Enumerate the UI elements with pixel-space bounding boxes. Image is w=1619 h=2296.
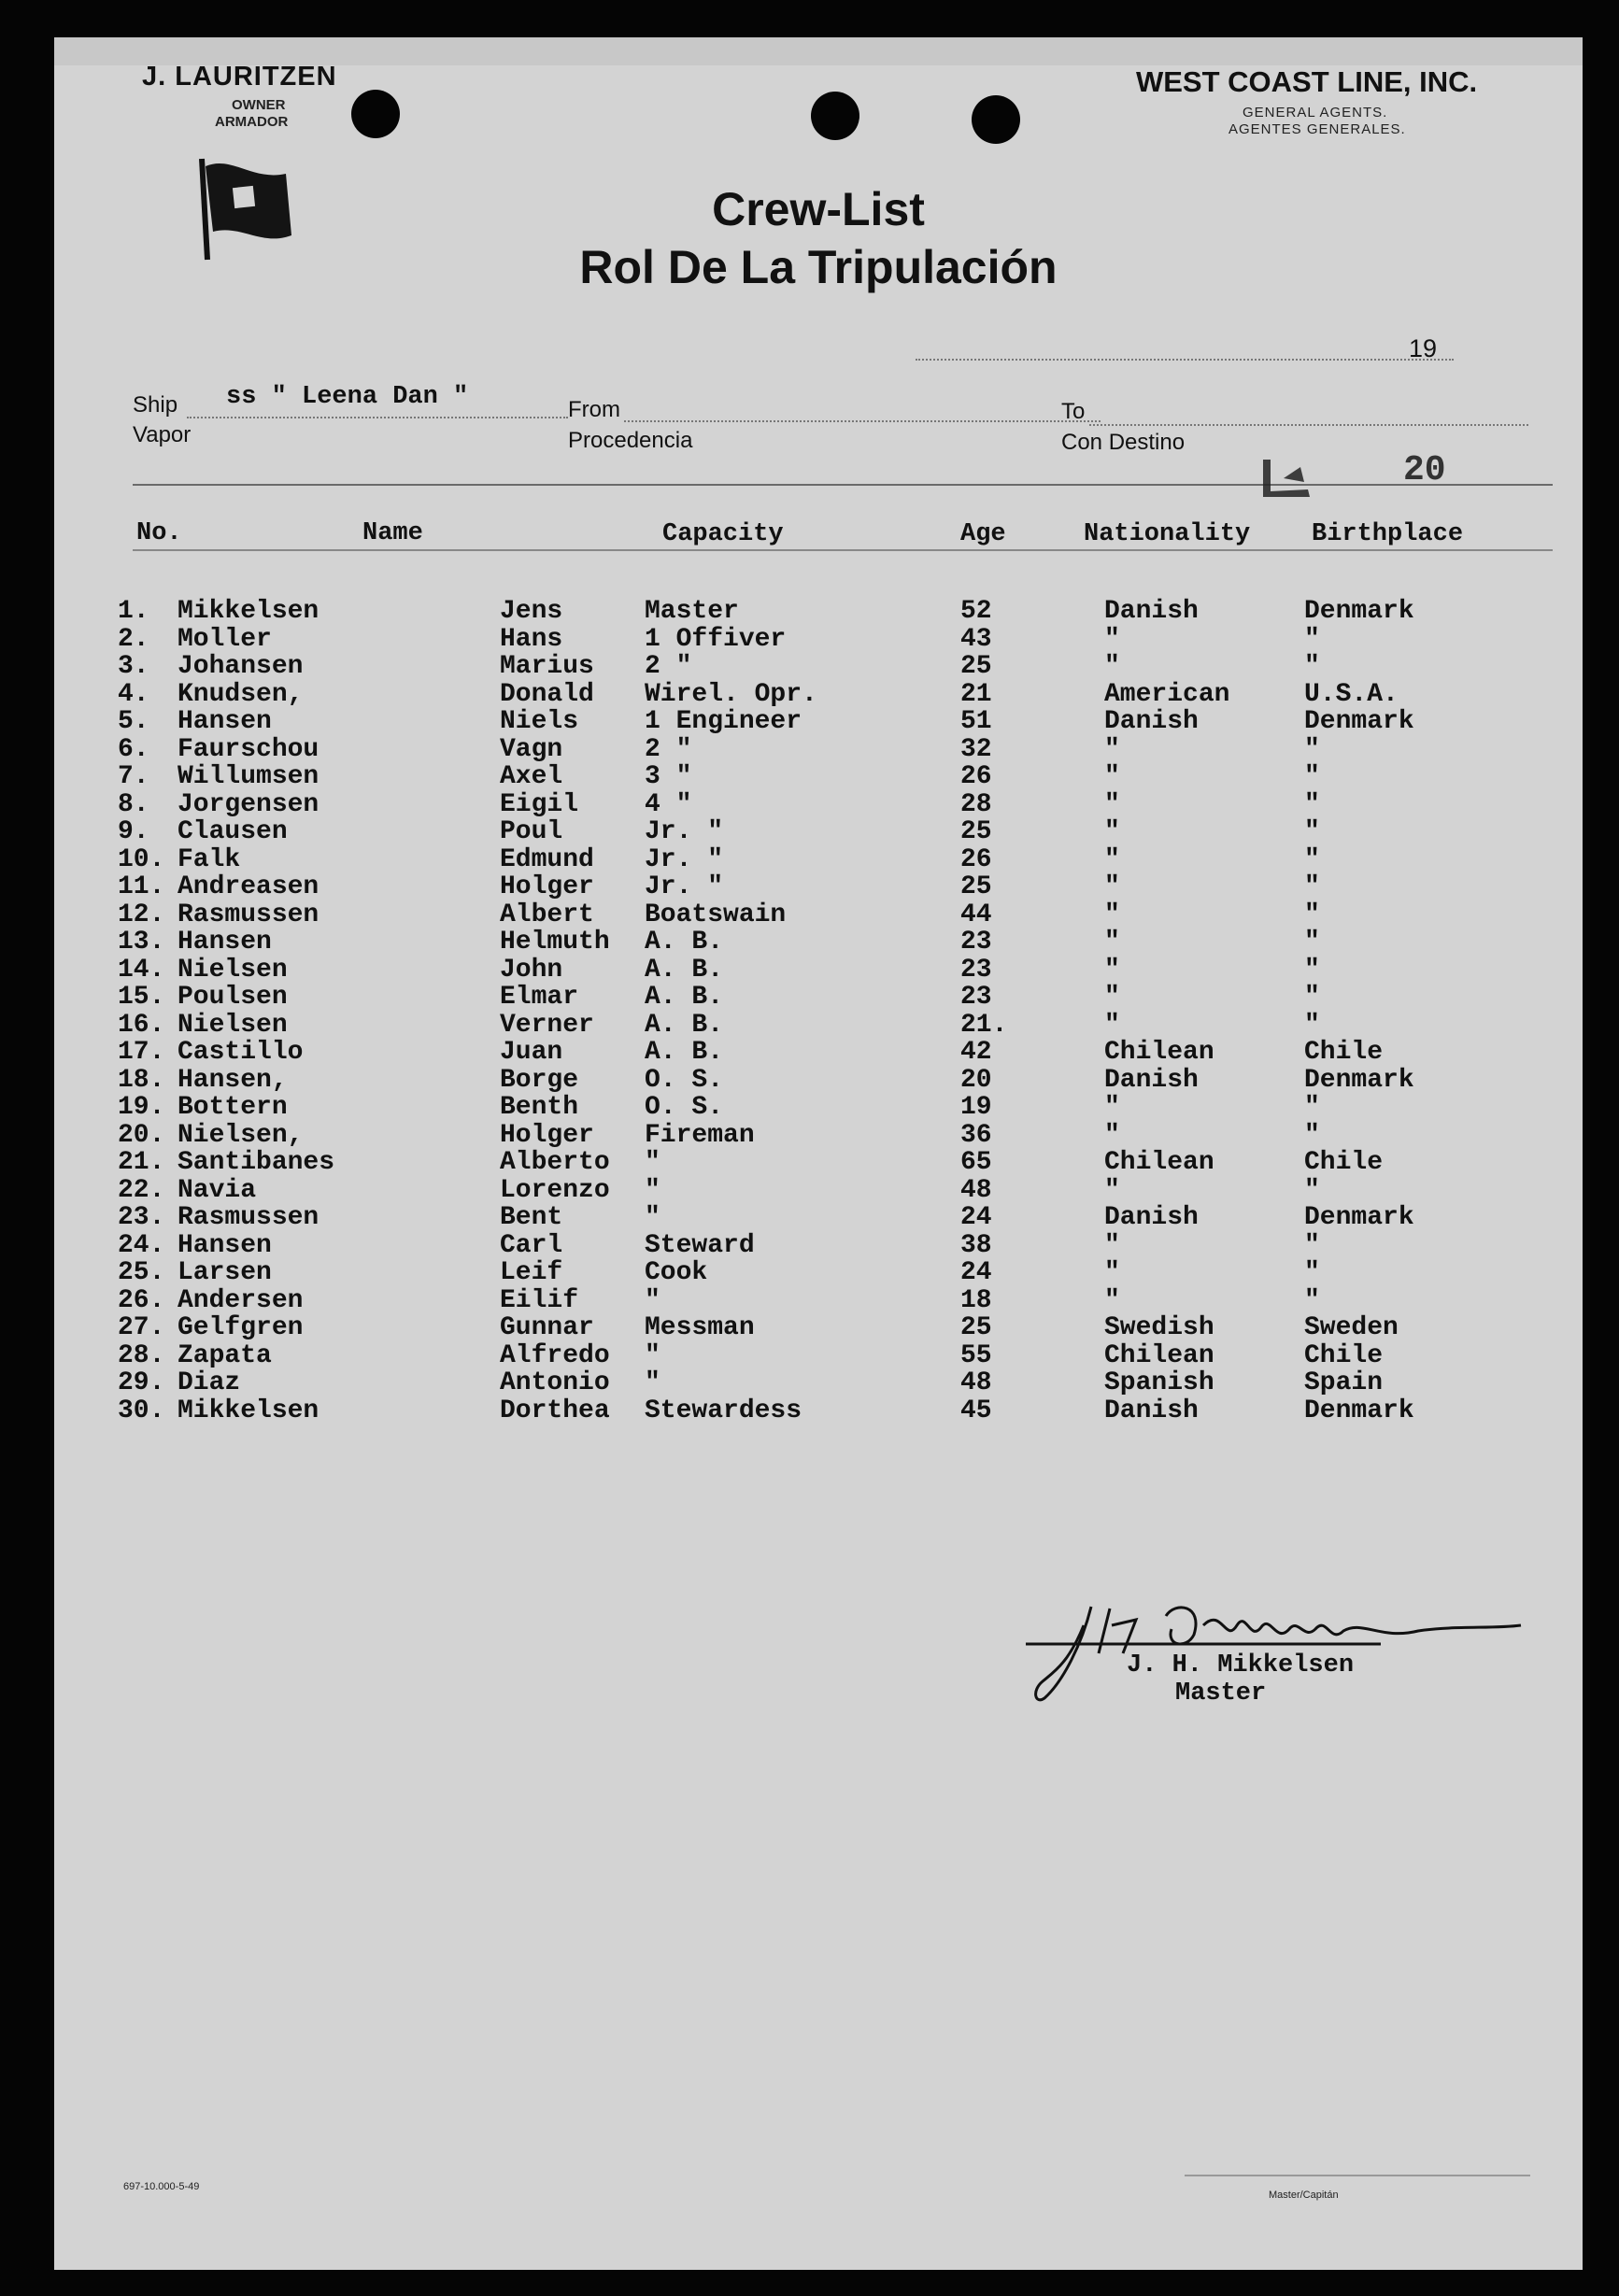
crew-row: [54, 957, 1583, 985]
ship-label: Ship: [133, 392, 178, 418]
crew-surname: Nielsen: [178, 955, 288, 985]
crew-birthplace: ": [1304, 1010, 1320, 1040]
crew-surname: Hansen: [178, 928, 272, 957]
header-birthplace: Birthplace: [1312, 520, 1464, 548]
crew-nationality: Chilean: [1104, 1340, 1214, 1370]
crew-surname: Gelfgren: [178, 1313, 304, 1342]
crew-row: [54, 1204, 1583, 1232]
crew-birthplace: ": [1304, 900, 1320, 929]
crew-birthplace: Denmark: [1304, 707, 1414, 736]
crew-surname: Nielsen: [178, 1010, 288, 1040]
crew-first-name: Carl: [500, 1230, 563, 1260]
crew-surname: Poulsen: [178, 983, 288, 1012]
crew-surname: Zapata: [178, 1340, 272, 1370]
crew-birthplace: Chile: [1304, 1148, 1384, 1177]
crew-first-name: Niels: [500, 707, 579, 736]
crew-row-number: 14.: [118, 955, 165, 985]
crew-first-name: Holger: [500, 1120, 594, 1150]
crew-age: 48: [960, 1368, 992, 1397]
company-right-sub2: AGENTES GENERALES.: [1228, 121, 1406, 137]
crew-capacity: Master: [645, 597, 739, 626]
crew-row-number: 21.: [118, 1148, 165, 1177]
crew-row-number: 2.: [118, 624, 149, 654]
crew-row-number: 27.: [118, 1313, 165, 1342]
crew-nationality: ": [1104, 762, 1120, 791]
crew-row: [54, 1369, 1583, 1397]
crew-birthplace: ": [1304, 734, 1320, 764]
crew-age: 25: [960, 652, 992, 681]
crew-row-number: 26.: [118, 1285, 165, 1315]
crew-row-number: 28.: [118, 1340, 165, 1370]
crew-capacity: Fireman: [645, 1120, 755, 1150]
crew-age: 26: [960, 844, 992, 874]
crew-capacity: Stewardess: [645, 1396, 802, 1425]
crew-nationality: Spanish: [1104, 1368, 1214, 1397]
crew-age: 23: [960, 983, 992, 1012]
punch-hole: [811, 92, 859, 140]
crew-capacity: A. B.: [645, 955, 724, 985]
crew-nationality: ": [1104, 789, 1120, 819]
punch-hole: [351, 90, 400, 138]
crew-age: 26: [960, 762, 992, 791]
crew-age: 42: [960, 1038, 992, 1067]
crew-first-name: Holger: [500, 872, 594, 901]
crew-age: 43: [960, 624, 992, 654]
crew-first-name: Hans: [500, 624, 563, 654]
crew-row: [54, 984, 1583, 1012]
crew-nationality: Swedish: [1104, 1313, 1214, 1342]
crew-row: [54, 1149, 1583, 1177]
crew-row: [54, 626, 1583, 654]
crew-age: 23: [960, 928, 992, 957]
crew-surname: Clausen: [178, 817, 288, 846]
crew-first-name: Albert: [500, 900, 594, 929]
crew-capacity: Boatswain: [645, 900, 787, 929]
crew-nationality: ": [1104, 983, 1120, 1012]
crew-row-number: 10.: [118, 844, 165, 874]
crew-surname: Falk: [178, 844, 241, 874]
crew-capacity: 2 ": [645, 652, 692, 681]
from-label: From: [568, 397, 620, 422]
footer-signature-line: [1185, 2175, 1530, 2176]
stamp-mark-icon: [1257, 454, 1323, 501]
header-underline: [133, 549, 1553, 551]
crew-row-number: 18.: [118, 1065, 165, 1095]
to-label-es: Con Destino: [1061, 430, 1186, 455]
crew-first-name: Eigil: [500, 789, 579, 819]
crew-first-name: Leif: [500, 1258, 563, 1287]
crew-capacity: A. B.: [645, 928, 724, 957]
crew-first-name: Jens: [500, 597, 563, 626]
crew-row: [54, 681, 1583, 709]
crew-capacity: ": [645, 1148, 660, 1177]
company-left-sub2: ARMADOR: [215, 114, 289, 130]
crew-birthplace: ": [1304, 1175, 1320, 1205]
crew-age: 18: [960, 1285, 992, 1315]
crew-first-name: Marius: [500, 652, 594, 681]
crew-row: [54, 1039, 1583, 1067]
crew-nationality: ": [1104, 1120, 1120, 1150]
header-no: No.: [136, 519, 182, 547]
crew-age: 23: [960, 955, 992, 985]
company-left-sub1: OWNER: [232, 97, 286, 113]
crew-capacity: Cook: [645, 1258, 708, 1287]
crew-age: 20: [960, 1065, 992, 1095]
crew-age: 21: [960, 679, 992, 709]
crew-surname: Santibanes: [178, 1148, 335, 1177]
crew-row: [54, 1012, 1583, 1040]
crew-nationality: Chilean: [1104, 1148, 1214, 1177]
crew-first-name: Borge: [500, 1065, 579, 1095]
crew-nationality: ": [1104, 1230, 1120, 1260]
crew-first-name: Dorthea: [500, 1396, 610, 1425]
crew-capacity: ": [645, 1203, 660, 1232]
crew-birthplace: ": [1304, 652, 1320, 681]
crew-nationality: Danish: [1104, 707, 1199, 736]
crew-row: [54, 653, 1583, 681]
crew-surname: Mikkelsen: [178, 1396, 320, 1425]
crew-birthplace: ": [1304, 983, 1320, 1012]
crew-birthplace: Denmark: [1304, 1203, 1414, 1232]
crew-nationality: ": [1104, 817, 1120, 846]
crew-capacity: O. S.: [645, 1065, 724, 1095]
crew-capacity: 2 ": [645, 734, 692, 764]
signature-title: Master: [1175, 1679, 1267, 1708]
crew-capacity: ": [645, 1340, 660, 1370]
crew-row-number: 30.: [118, 1396, 165, 1425]
crew-row-number: 9.: [118, 817, 149, 846]
to-line: [1089, 424, 1528, 426]
crew-capacity: ": [645, 1175, 660, 1205]
year-label: 19: [1409, 334, 1438, 362]
crew-first-name: Helmuth: [500, 928, 610, 957]
crew-birthplace: ": [1304, 1093, 1320, 1122]
crew-age: 21.: [960, 1010, 1008, 1040]
crew-birthplace: ": [1304, 762, 1320, 791]
crew-row-number: 5.: [118, 707, 149, 736]
header-name: Name: [362, 519, 423, 547]
header-age: Age: [960, 520, 1006, 548]
crew-capacity: ": [645, 1368, 660, 1397]
crew-surname: Willumsen: [178, 762, 320, 791]
crew-birthplace: ": [1304, 928, 1320, 957]
crew-age: 25: [960, 1313, 992, 1342]
crew-nationality: ": [1104, 844, 1120, 874]
title-spanish: Rol De La Tripulación: [579, 241, 1058, 293]
date-line: [916, 359, 1454, 361]
crew-row: [54, 1314, 1583, 1342]
crew-birthplace: ": [1304, 1258, 1320, 1287]
crew-row: [54, 1067, 1583, 1095]
crew-nationality: ": [1104, 1093, 1120, 1122]
crew-row-number: 22.: [118, 1175, 165, 1205]
company-right-name: WEST COAST LINE, INC.: [1136, 65, 1478, 98]
crew-first-name: Axel: [500, 762, 563, 791]
crew-capacity: Jr. ": [645, 844, 724, 874]
crew-age: 25: [960, 872, 992, 901]
crew-surname: Navia: [178, 1175, 257, 1205]
crew-row: [54, 791, 1583, 819]
punch-hole: [972, 95, 1020, 144]
crew-first-name: Lorenzo: [500, 1175, 610, 1205]
crew-row: [54, 598, 1583, 626]
crew-nationality: ": [1104, 1175, 1120, 1205]
to-label: To: [1061, 399, 1086, 424]
crew-table: [54, 598, 1583, 1424]
crew-first-name: Vagn: [500, 734, 563, 764]
signature-scrawl: [1026, 1588, 1549, 1709]
crew-age: 24: [960, 1258, 992, 1287]
crew-row-number: 1.: [118, 597, 149, 626]
crew-nationality: American: [1104, 679, 1230, 709]
crew-birthplace: Denmark: [1304, 597, 1414, 626]
crew-row-number: 13.: [118, 928, 165, 957]
header-capacity: Capacity: [662, 520, 784, 548]
crew-age: 45: [960, 1396, 992, 1425]
crew-age: 55: [960, 1340, 992, 1370]
header-nationality: Nationality: [1084, 520, 1251, 548]
crew-row: [54, 1342, 1583, 1370]
crew-first-name: Verner: [500, 1010, 594, 1040]
crew-capacity: A. B.: [645, 983, 724, 1012]
crew-surname: Rasmussen: [178, 1203, 320, 1232]
crew-birthplace: ": [1304, 1230, 1320, 1260]
signature-caption: Master/Capitán: [1269, 2190, 1339, 2201]
crew-surname: Faurschou: [178, 734, 320, 764]
crew-birthplace: Chile: [1304, 1038, 1384, 1067]
crew-age: 44: [960, 900, 992, 929]
crew-birthplace: ": [1304, 1285, 1320, 1315]
crew-nationality: Danish: [1104, 1065, 1199, 1095]
crew-row-number: 17.: [118, 1038, 165, 1067]
crew-row: [54, 1287, 1583, 1315]
crew-row-number: 8.: [118, 789, 149, 819]
crew-nationality: Danish: [1104, 597, 1199, 626]
crew-row-number: 3.: [118, 652, 149, 681]
crew-surname: Nielsen,: [178, 1120, 304, 1150]
company-left-name: J. LAURITZEN: [142, 62, 337, 92]
crew-first-name: Bent: [500, 1203, 563, 1232]
crew-first-name: Alberto: [500, 1148, 610, 1177]
crew-birthplace: Chile: [1304, 1340, 1384, 1370]
crew-row: [54, 818, 1583, 846]
crew-first-name: Elmar: [500, 983, 579, 1012]
crew-birthplace: U.S.A.: [1304, 679, 1399, 709]
crew-surname: Andreasen: [178, 872, 320, 901]
crew-birthplace: ": [1304, 817, 1320, 846]
crew-capacity: Jr. ": [645, 817, 724, 846]
crew-row-number: 15.: [118, 983, 165, 1012]
ship-name: ss " Leena Dan ": [226, 383, 469, 411]
crew-surname: Bottern: [178, 1093, 288, 1122]
crew-age: 32: [960, 734, 992, 764]
crew-row: [54, 1397, 1583, 1425]
crew-age: 19: [960, 1093, 992, 1122]
crew-capacity: Wirel. Opr.: [645, 679, 817, 709]
crew-age: 25: [960, 817, 992, 846]
crew-capacity: O. S.: [645, 1093, 724, 1122]
crew-nationality: Danish: [1104, 1203, 1199, 1232]
crew-nationality: ": [1104, 872, 1120, 901]
crew-row-number: 6.: [118, 734, 149, 764]
ship-line: [187, 417, 568, 418]
crew-nationality: ": [1104, 1258, 1120, 1287]
crew-capacity: A. B.: [645, 1038, 724, 1067]
crew-birthplace: Sweden: [1304, 1313, 1399, 1342]
crew-row: [54, 928, 1583, 957]
crew-birthplace: ": [1304, 624, 1320, 654]
crew-surname: Johansen: [178, 652, 304, 681]
crew-birthplace: Denmark: [1304, 1396, 1414, 1425]
crew-first-name: Donald: [500, 679, 594, 709]
crew-age: 24: [960, 1203, 992, 1232]
crew-row-number: 16.: [118, 1010, 165, 1040]
crew-nationality: ": [1104, 928, 1120, 957]
crew-capacity: A. B.: [645, 1010, 724, 1040]
crew-row: [54, 1177, 1583, 1205]
crew-capacity: Steward: [645, 1230, 755, 1260]
crew-nationality: ": [1104, 624, 1120, 654]
company-right-sub1: GENERAL AGENTS.: [1243, 105, 1388, 120]
crew-row-number: 19.: [118, 1093, 165, 1122]
crew-row: [54, 763, 1583, 791]
crew-surname: Larsen: [178, 1258, 272, 1287]
crew-surname: Jorgensen: [178, 789, 320, 819]
crew-surname: Hansen,: [178, 1065, 288, 1095]
crew-row: [54, 1232, 1583, 1260]
crew-first-name: John: [500, 955, 563, 985]
crew-nationality: ": [1104, 955, 1120, 985]
crew-surname: Mikkelsen: [178, 597, 320, 626]
crew-birthplace: ": [1304, 872, 1320, 901]
from-line: [624, 420, 1101, 422]
crew-age: 38: [960, 1230, 992, 1260]
crew-row-number: 4.: [118, 679, 149, 709]
crew-first-name: Antonio: [500, 1368, 610, 1397]
crew-surname: Hansen: [178, 707, 272, 736]
crew-row: [54, 873, 1583, 901]
crew-first-name: Alfredo: [500, 1340, 610, 1370]
crew-first-name: Juan: [500, 1038, 563, 1067]
crew-birthplace: ": [1304, 789, 1320, 819]
crew-surname: Rasmussen: [178, 900, 320, 929]
crew-age: 28: [960, 789, 992, 819]
crew-capacity: 1 Engineer: [645, 707, 802, 736]
crew-first-name: Gunnar: [500, 1313, 594, 1342]
crew-row-number: 12.: [118, 900, 165, 929]
crew-row: [54, 1259, 1583, 1287]
crew-row-number: 20.: [118, 1120, 165, 1150]
crew-capacity: Jr. ": [645, 872, 724, 901]
crew-surname: Moller: [178, 624, 272, 654]
crew-capacity: Messman: [645, 1313, 755, 1342]
crew-capacity: 3 ": [645, 762, 692, 791]
crew-row-number: 25.: [118, 1258, 165, 1287]
crew-surname: Castillo: [178, 1038, 304, 1067]
crew-row: [54, 846, 1583, 874]
crew-birthplace: ": [1304, 955, 1320, 985]
crew-row-number: 23.: [118, 1203, 165, 1232]
crew-age: 65: [960, 1148, 992, 1177]
crew-age: 51: [960, 707, 992, 736]
ship-label-es: Vapor: [133, 422, 192, 447]
crew-nationality: ": [1104, 652, 1120, 681]
crew-surname: Andersen: [178, 1285, 304, 1315]
signature-name: J. H. Mikkelsen: [1127, 1651, 1355, 1679]
stamp-number: 20: [1403, 450, 1446, 490]
crew-nationality: ": [1104, 1010, 1120, 1040]
crew-capacity: 4 ": [645, 789, 692, 819]
crew-age: 48: [960, 1175, 992, 1205]
crew-row-number: 24.: [118, 1230, 165, 1260]
crew-birthplace: Spain: [1304, 1368, 1384, 1397]
crew-surname: Knudsen,: [178, 679, 304, 709]
crew-surname: Hansen: [178, 1230, 272, 1260]
crew-first-name: Eilif: [500, 1285, 579, 1315]
document-page: [54, 37, 1583, 2270]
crew-row-number: 29.: [118, 1368, 165, 1397]
crew-age: 36: [960, 1120, 992, 1150]
title-english: Crew-List: [712, 183, 925, 235]
crew-nationality: Danish: [1104, 1396, 1199, 1425]
crew-nationality: Chilean: [1104, 1038, 1214, 1067]
crew-age: 52: [960, 597, 992, 626]
crew-row: [54, 708, 1583, 736]
crew-birthplace: Denmark: [1304, 1065, 1414, 1095]
crew-row-number: 7.: [118, 762, 149, 791]
crew-row: [54, 736, 1583, 764]
crew-nationality: ": [1104, 900, 1120, 929]
from-label-es: Procedencia: [568, 428, 693, 453]
form-number: 697-10.000-5-49: [123, 2181, 200, 2192]
crew-birthplace: ": [1304, 1120, 1320, 1150]
crew-birthplace: ": [1304, 844, 1320, 874]
crew-first-name: Edmund: [500, 844, 594, 874]
crew-first-name: Poul: [500, 817, 563, 846]
crew-row: [54, 1094, 1583, 1122]
crew-surname: Diaz: [178, 1368, 241, 1397]
crew-nationality: ": [1104, 734, 1120, 764]
crew-row-number: 11.: [118, 872, 165, 901]
form-divider: [133, 484, 1553, 486]
crew-capacity: 1 Offiver: [645, 624, 787, 654]
crew-row: [54, 901, 1583, 929]
crew-nationality: ": [1104, 1285, 1120, 1315]
crew-first-name: Benth: [500, 1093, 579, 1122]
crew-row: [54, 1122, 1583, 1150]
crew-capacity: ": [645, 1285, 660, 1315]
